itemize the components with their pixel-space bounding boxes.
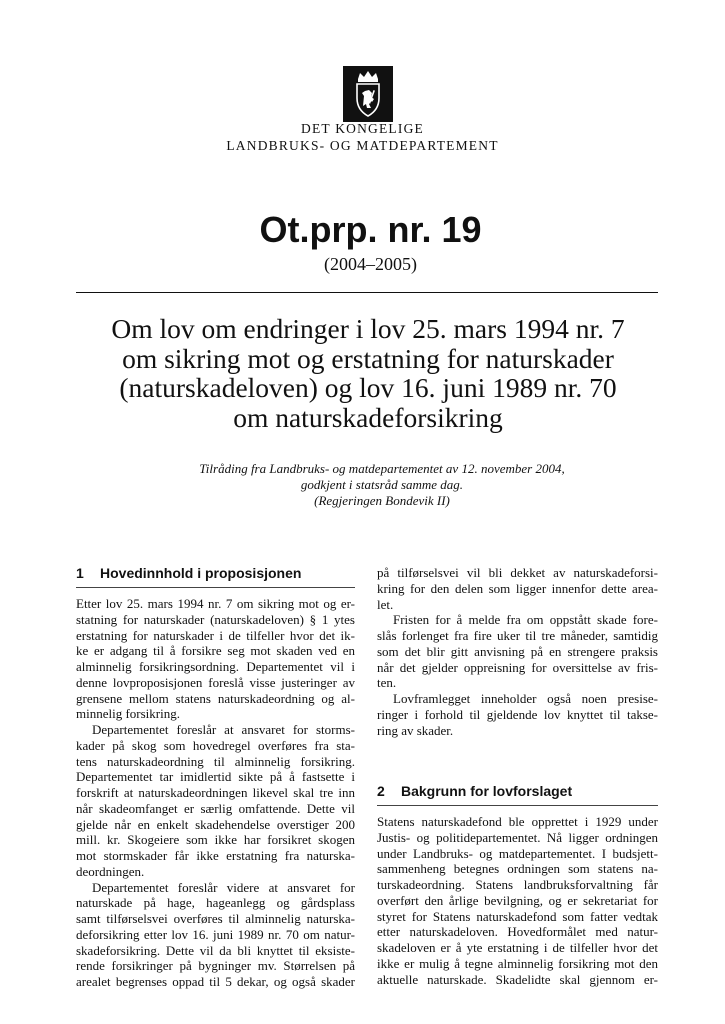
text-line: samt tilførselsvei overføres til alminnelig naturska- [76, 911, 355, 926]
text-line: erstatning for naturskader i de tilfeller hvor det ik- [76, 627, 355, 643]
text-line: Departementet foreslår at ansvaret for storms- [92, 722, 355, 737]
text-line: gjelde når en enkelt skadehendelse overstiger 200 [76, 816, 355, 832]
text-line: slås forlenget fra fire uker til tre måneder, samtidig [377, 628, 658, 643]
recommendation-line: godkjent i statsråd samme dag. [300, 477, 464, 492]
text-line: ringer i forhold til gjeldende lov knyttet til takse- [377, 706, 658, 722]
section-title: Bakgrunn for lovforslaget [401, 783, 573, 799]
text-line: denne lovproposisjonen foreslå visse justeringer av [76, 674, 355, 690]
text-line: alminnelig forsikringsordning. Departementet vil i [76, 659, 355, 674]
title-line: om naturskadeforsikring [233, 401, 503, 433]
text-line: ke er adgang til å forsikre seg mot skaden ved en [76, 643, 355, 659]
coat-of-arms-icon [343, 66, 393, 122]
text-line: etter naturskadeloven. Hovedformålet med natur- [377, 924, 658, 940]
text-line: forskrift at naturskadeordningen likevel skal tre inn [76, 785, 355, 800]
text-line: mill. kr. Skogeiere som ikke har forsikret skogen [76, 832, 355, 848]
text-line: Statens naturskadefond ble opprettet i 1929 under [377, 814, 658, 829]
text-line: kader på skog som hovedregel overføres fra sta- [76, 737, 355, 753]
text-line: deordningen. [76, 863, 145, 879]
text-line: skadeloven er å yte erstatning i de tilfeller hvor det [377, 940, 658, 955]
text-line: grensene mellom statens naturskadeordning og al- [76, 690, 355, 706]
text-line: aktuelle naturskade. Skadelidte skal gjennom er- [377, 971, 658, 987]
section-number: 2 [377, 783, 385, 799]
text-line: rende forsikringer på bygninger mv. Størrelsen på [76, 958, 355, 974]
title-line: (naturskadeloven) og lov 16. juni 1989 nr. 70 [119, 372, 617, 403]
text-line: sammenheng betegnes ordningen som statens na- [377, 861, 658, 877]
text-line: arealet begrenses oppad til 5 dekar, og også skader [76, 974, 355, 989]
title-divider [76, 292, 658, 293]
text-line: kring for den delen som ligger innenfor dette area- [377, 580, 658, 596]
title-line: om sikring mot og erstatning for naturskader [122, 342, 614, 374]
section-heading-2 [377, 782, 572, 800]
section-number: 1 [76, 565, 84, 581]
text-line: overført den årlige bevilgning, og er sekretariat for [377, 892, 658, 908]
text-line: styret for Statens naturskadefond som fatter vedtak [377, 908, 658, 924]
text-line: naturskade på hage, hageanlegg og gårdsplass [76, 895, 355, 911]
document-title [80, 314, 656, 432]
section-rule [76, 587, 355, 588]
text-line: Justis- og politidepartementet. Nå ligger ordningen [377, 829, 658, 845]
paragraph [76, 596, 355, 990]
title-line: Om lov om endringer i lov 25. mars 1994 nr. 7 [111, 313, 625, 344]
section-rule [377, 805, 658, 806]
text-line: Lovframlegget inneholder også noen presise- [393, 691, 658, 706]
text-line: Etter lov 25. mars 1994 nr. 7 om sikring mot og er- [76, 596, 355, 611]
paragraph [377, 565, 658, 738]
ministry-line-1: DET KONGELIGE [301, 121, 424, 136]
text-line: på tilførselsvei vil bli dekket av naturskadeforsi- [377, 565, 658, 580]
document-year: (2004–2005) [324, 254, 417, 274]
text-line: mot stormskader får ikke erstatning fra naturska- [76, 848, 355, 863]
recommendation-line: (Regjeringen Bondevik II) [314, 493, 450, 508]
recommendation-line: Tilråding fra Landbruks- og matdepartementet av 12. november 2004, [199, 461, 565, 476]
text-line: Departementet tar imidlertid sikte på å fastsette i [76, 769, 355, 785]
text-line: let. [377, 596, 394, 612]
text-line: statning for naturskader (naturskadeloven) § 1 ytes [76, 611, 355, 627]
text-line: deforsikring etter lov 16. juni 1989 nr. 70 om natur- [76, 926, 355, 942]
recommendation-note [80, 461, 670, 509]
text-line: under Landbruks- og matdepartementet. I budsjett- [377, 845, 658, 861]
text-line: ikke er mulig å tegne alminnelig forsikring mot den [377, 955, 658, 971]
text-line: når det gjelder oppreisning for oversittelse av fris- [377, 659, 658, 675]
text-line: skadeforsikring. Dette vil da bli knyttet til eksiste- [76, 942, 355, 958]
text-line: Fristen for å melde fra om oppstått skade fore- [393, 612, 658, 628]
document-number: Ot.prp. nr. 19 [259, 209, 482, 250]
text-line: ring av skader. [377, 722, 454, 738]
ministry-line-2: LANDBRUKS- OG MATDEPARTEMENT [226, 138, 499, 153]
section-title: Hovedinnhold i proposisjonen [100, 565, 302, 581]
section-heading-1 [76, 564, 301, 582]
text-line: når skadeomfanget er særlig omfattende. Dette vil [76, 800, 355, 816]
paragraph [377, 814, 658, 987]
text-line: turskadeordning. Statens landbruksforvaltning får [377, 877, 658, 892]
coat-of-arms-graphic [343, 66, 393, 122]
text-line: minnelig forsikring. [76, 706, 180, 722]
text-line: tens naturskadeordning til alminnelig forsikring. [76, 753, 355, 769]
text-line: Departementet foreslår videre at ansvaret for [92, 879, 355, 895]
text-line: som det blir gitt anvisning på en strengere praksis [377, 643, 658, 659]
text-line: ten. [377, 675, 397, 691]
ministry-name [0, 120, 725, 154]
